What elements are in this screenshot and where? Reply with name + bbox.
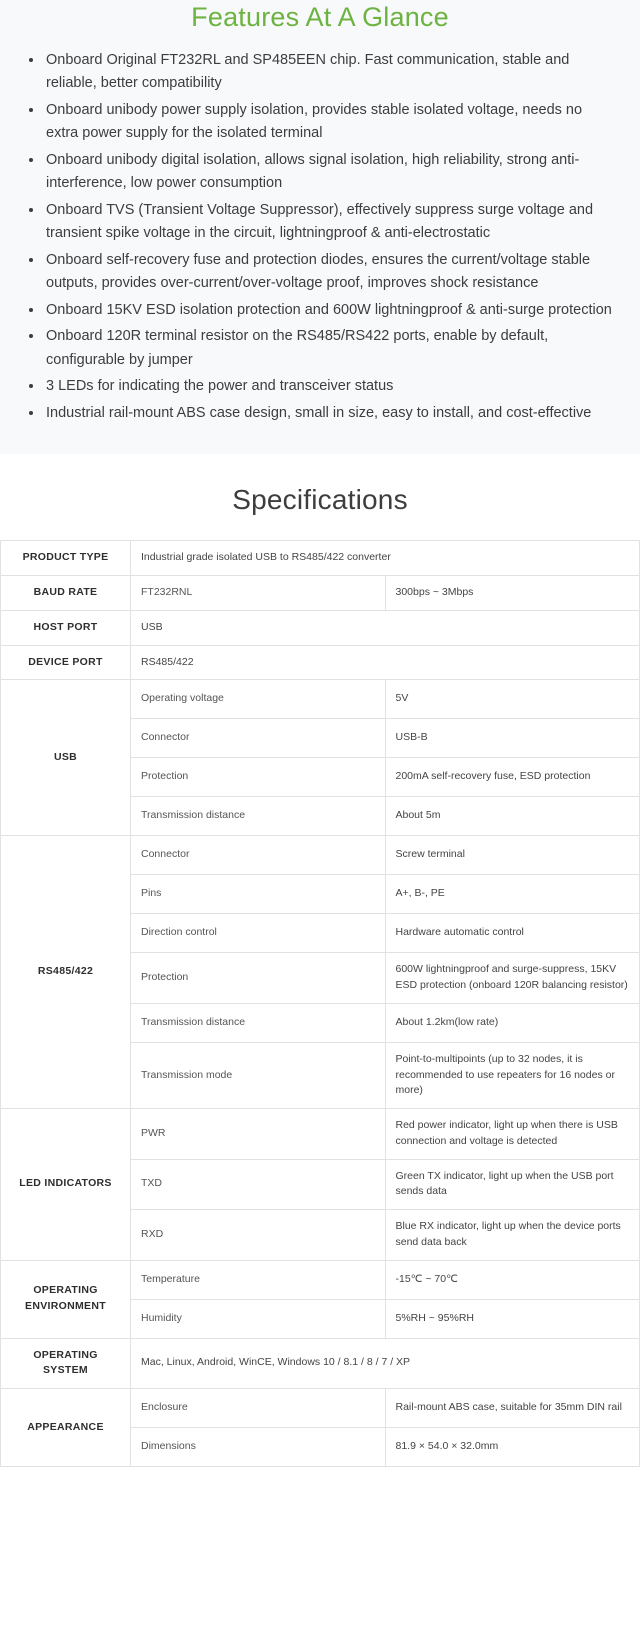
spec-value: USB <box>131 610 640 645</box>
list-item: 3 LEDs for indicating the power and transceiver status <box>44 375 612 398</box>
spec-value: 5V <box>385 680 640 719</box>
spec-subitem: Humidity <box>131 1299 386 1338</box>
spec-value: Rail-mount ABS case, suitable for 35mm DIN rail <box>385 1389 640 1428</box>
list-item: Onboard unibody power supply isolation, provides stable isolated voltage, needs no extra power supply for the isolated terminal <box>44 99 612 146</box>
spec-subitem: Connector <box>131 719 386 758</box>
spec-value: Hardware automatic control <box>385 914 640 953</box>
spec-value: About 1.2km(low rate) <box>385 1003 640 1042</box>
spec-category: RS485/422 <box>1 836 131 1109</box>
spec-subitem: Transmission distance <box>131 797 386 836</box>
spec-subitem: Connector <box>131 836 386 875</box>
features-list <box>0 49 640 425</box>
spec-value: 200mA self-recovery fuse, ESD protection <box>385 758 640 797</box>
table-row <box>1 645 640 680</box>
spec-category: USB <box>1 680 131 836</box>
spec-subitem: Direction control <box>131 914 386 953</box>
spec-subitem: Enclosure <box>131 1389 386 1428</box>
spec-value: USB-B <box>385 719 640 758</box>
specifications-table <box>0 540 640 1467</box>
spec-value: 5%RH ~ 95%RH <box>385 1299 640 1338</box>
spec-subitem: FT232RNL <box>131 576 386 611</box>
list-item: Onboard Original FT232RL and SP485EEN chip. Fast communication, stable and reliable, better compatibility <box>44 49 612 96</box>
spec-subitem: Temperature <box>131 1260 386 1299</box>
list-item: Onboard self-recovery fuse and protection diodes, ensures the current/voltage stable outputs, provides over-current/over-voltage proof, improves shock resistance <box>44 249 612 296</box>
table-row <box>1 836 640 875</box>
spec-subitem: TXD <box>131 1159 386 1210</box>
spec-value: Industrial grade isolated USB to RS485/422 converter <box>131 541 640 576</box>
features-title: Features At A Glance <box>191 2 449 32</box>
spec-subitem: Transmission distance <box>131 1003 386 1042</box>
spec-category: DEVICE PORT <box>1 645 131 680</box>
spec-subitem: Transmission mode <box>131 1042 386 1108</box>
table-row <box>1 1260 640 1299</box>
spec-category: APPEARANCE <box>1 1389 131 1467</box>
list-item: Onboard 120R terminal resistor on the RS485/RS422 ports, enable by default, configurable by jumper <box>44 325 612 372</box>
spec-value: Red power indicator, light up when there is USB connection and voltage is detected <box>385 1109 640 1160</box>
spec-subitem: Protection <box>131 953 386 1004</box>
list-item: Industrial rail-mount ABS case design, small in size, easy to install, and cost-effective <box>44 402 612 425</box>
spec-category: LED INDICATORS <box>1 1109 131 1261</box>
spec-subitem: PWR <box>131 1109 386 1160</box>
spec-value: About 5m <box>385 797 640 836</box>
list-item: Onboard TVS (Transient Voltage Suppressor), effectively suppress surge voltage and transient spike voltage in the circuit, lightningproof & anti-electrostatic <box>44 199 612 246</box>
spec-category: HOST PORT <box>1 610 131 645</box>
spec-category: OPERATING ENVIRONMENT <box>1 1260 131 1338</box>
spec-value: Blue RX indicator, light up when the device ports send data back <box>385 1210 640 1261</box>
list-item: Onboard unibody digital isolation, allows signal isolation, high reliability, strong anti-interference, low power consumption <box>44 149 612 196</box>
table-row <box>1 541 640 576</box>
page-title: Specifications <box>232 484 408 516</box>
table-row <box>1 1338 640 1389</box>
spec-subitem: RXD <box>131 1210 386 1261</box>
spec-value: Screw terminal <box>385 836 640 875</box>
spec-value: 300bps ~ 3Mbps <box>385 576 640 611</box>
specifications-header <box>0 454 640 540</box>
features-section <box>0 0 640 454</box>
spec-subitem: Operating voltage <box>131 680 386 719</box>
spec-subitem: Protection <box>131 758 386 797</box>
table-row <box>1 680 640 719</box>
list-item: Onboard 15KV ESD isolation protection and 600W lightningproof & anti-surge protection <box>44 299 612 322</box>
table-row <box>1 610 640 645</box>
spec-category: OPERATING SYSTEM <box>1 1338 131 1389</box>
spec-value: Green TX indicator, light up when the USB port sends data <box>385 1159 640 1210</box>
spec-subitem: Pins <box>131 875 386 914</box>
spec-category: BAUD RATE <box>1 576 131 611</box>
table-row <box>1 576 640 611</box>
spec-subitem: Dimensions <box>131 1428 386 1467</box>
spec-value: Point-to-multipoints (up to 32 nodes, it is recommended to use repeaters for 16 nodes or more) <box>385 1042 640 1108</box>
table-row <box>1 1109 640 1160</box>
spec-value: -15℃ ~ 70℃ <box>385 1260 640 1299</box>
spec-value: 81.9 × 54.0 × 32.0mm <box>385 1428 640 1467</box>
spec-value: A+, B-, PE <box>385 875 640 914</box>
table-row <box>1 1389 640 1428</box>
spec-category: PRODUCT TYPE <box>1 541 131 576</box>
spec-value: 600W lightningproof and surge-suppress, 15KV ESD protection (onboard 120R balancing resistor) <box>385 953 640 1004</box>
spec-value: RS485/422 <box>131 645 640 680</box>
spec-value: Mac, Linux, Android, WinCE, Windows 10 / 8.1 / 8 / 7 / XP <box>131 1338 640 1389</box>
